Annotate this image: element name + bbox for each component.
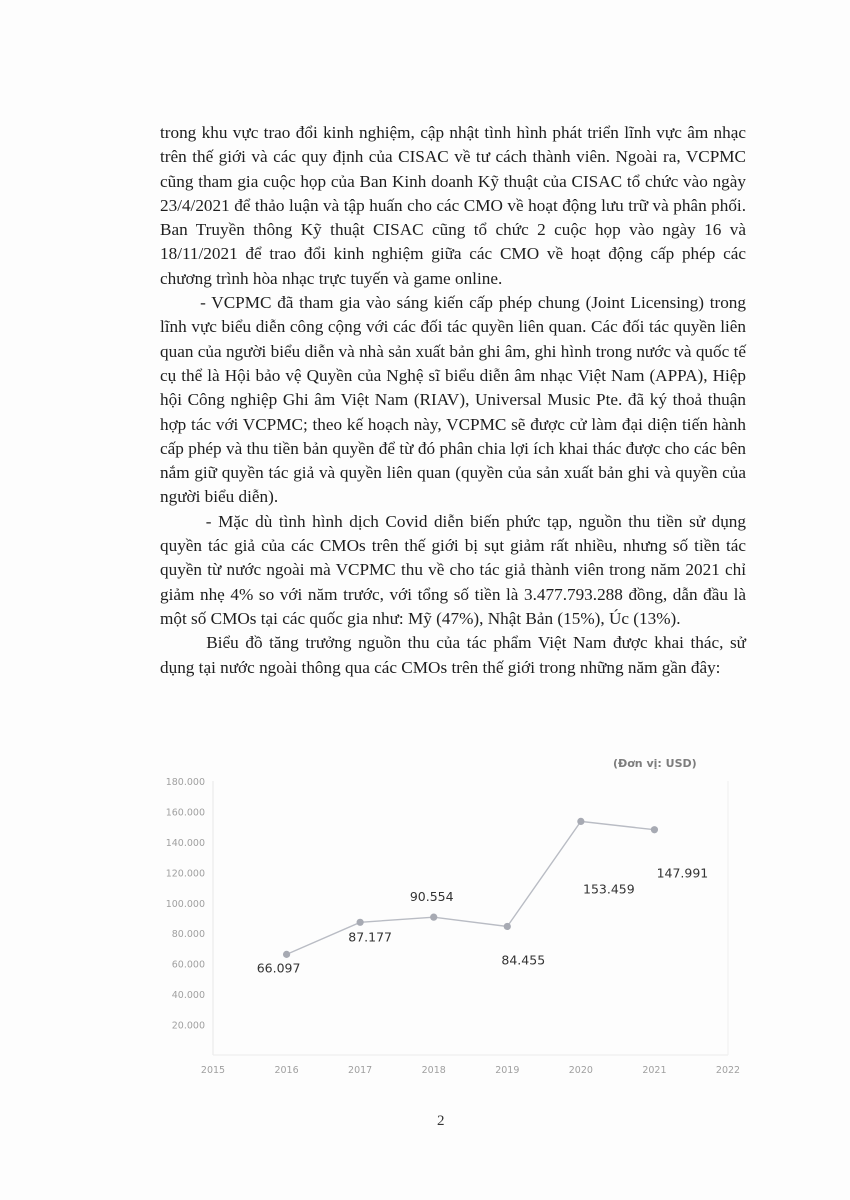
text-line: 18/11/2021 để trao đổi kinh nghiệm giữa các CMO về hoạt động cấp phép các [160, 244, 746, 264]
text-line: quyền tác giả của các CMOs trên thế giới bị sụt giảm rất nhiều, nhưng số tiền tác [160, 536, 746, 556]
text-line: 23/4/2021 để thảo luận và tập huấn cho các CMO về hoạt động lưu trữ và phân phối. [160, 195, 746, 215]
data-label: 66.097 [256, 960, 301, 976]
x-tick-label: 2019 [495, 1065, 520, 1075]
page-number: 2 [437, 1113, 445, 1129]
paragraph-cisac-meetings [160, 121, 746, 291]
data-point-marker [577, 818, 584, 825]
y-tick-label: 100.000 [165, 898, 205, 910]
text-line: trong khu vực trao đổi kinh nghiệm, cập nhật tình hình phát triển lĩnh vực âm nhạc [160, 123, 746, 142]
chart-unit-label: (Đơn vị: USD) [613, 757, 697, 770]
text-line: quan của người biểu diễn và nhà sản xuất bản ghi âm, ghi hình trong nước và quốc tế [160, 341, 746, 361]
text-line: một số CMOs tại các quốc gia như: Mỹ (47%), Nhật Bản (15%), Úc (13%). [160, 608, 681, 628]
x-tick-label: 2015 [200, 1065, 226, 1075]
y-tick-label: 140.000 [165, 837, 205, 849]
x-tick-label: 2016 [274, 1065, 299, 1075]
data-point-marker [283, 951, 290, 958]
data-point-marker [651, 826, 658, 833]
text-line: Ban Truyền thông Kỹ thuật CISAC cũng tổ chức 2 cuộc họp vào ngày 16 và [160, 220, 746, 240]
y-tick-label: 80.000 [171, 929, 205, 941]
data-label: 84.455 [501, 952, 546, 968]
x-tick-label: 2018 [421, 1065, 446, 1075]
data-label: 153.459 [583, 881, 635, 897]
revenue-line-chart [150, 745, 750, 1075]
text-line: giảm nhẹ 4% so với năm trước, với tổng số tiền là 3.477.793.288 đồng, dẫn đầu là [160, 584, 746, 604]
y-tick-label: 60.000 [171, 959, 205, 971]
text-line: Biểu đồ tăng trưởng nguồn thu của tác phẩm Việt Nam được khai thác, sử [160, 633, 746, 653]
x-tick-label: 2022 [715, 1065, 741, 1075]
y-tick-label: 40.000 [171, 990, 205, 1002]
y-tick-label: 180.000 [165, 777, 205, 788]
text-line: lĩnh vực biểu diễn công cộng với các đối tác quyền liên quan. Các đối tác quyền liên [160, 317, 746, 337]
text-line: chương trình hòa nhạc trực tuyến và game online. [160, 268, 503, 288]
text-line: - Mặc dù tình hình dịch Covid diễn biến phức tạp, nguồn thu tiền sử dụng [160, 511, 746, 531]
x-tick-label: 2020 [568, 1065, 593, 1075]
y-tick-label: 120.000 [165, 868, 205, 880]
x-tick-label: 2021 [642, 1065, 667, 1075]
text-line: nắm giữ quyền tác giả và quyền liên quan (quyền của sản xuất bản ghi và quyền của [160, 463, 746, 483]
data-point-marker [357, 919, 364, 926]
text-line: - VCPMC đã tham gia vào sáng kiến cấp phép chung (Joint Licensing) trong [160, 293, 746, 313]
data-point-marker [504, 923, 511, 930]
paragraph-joint-licensing [160, 291, 746, 510]
data-label: 147.991 [656, 865, 709, 881]
body-text [160, 121, 746, 680]
text-line: hợp tác với VCPMC; theo kế hoạch này, VCPMC sẽ được cử làm đại diện tiến hành [160, 414, 746, 434]
text-line: người biểu diễn). [160, 487, 279, 507]
paragraph-covid-revenue [160, 510, 746, 631]
x-tick-label: 2017 [348, 1065, 373, 1075]
paragraph-chart-intro [160, 631, 746, 680]
text-line: dụng tại nước ngoài thông qua các CMOs trên thế giới trong những năm gần đây: [160, 657, 721, 677]
y-tick-label: 20.000 [171, 1020, 205, 1032]
text-line: cấp phép và thu tiền bản quyền để từ đó phân chia lợi ích khai thác được cho các bên [160, 438, 746, 458]
text-line: hội Công nghiệp Ghi âm Việt Nam (RIAV), Universal Music Pte. đã ký thoả thuận [160, 390, 746, 410]
data-label: 90.554 [409, 889, 454, 905]
y-tick-label: 160.000 [165, 807, 205, 819]
text-line: quyền từ nước ngoài mà VCPMC thu về cho tác giả thành viên trong năm 2021 chỉ [160, 560, 746, 580]
chart-canvas [150, 745, 750, 1075]
text-line: trên thế giới và các quy định của CISAC về tư cách thành viên. Ngoài ra, VCPMC [160, 147, 746, 167]
text-line: cụ thể là Hội bảo vệ Quyền của Nghệ sĩ biểu diễn âm nhạc Việt Nam (APPA), Hiệp [160, 365, 746, 385]
data-label: 87.177 [348, 929, 393, 945]
data-point-marker [430, 914, 437, 921]
text-line: cũng tham gia cuộc họp của Ban Kinh doanh Kỹ thuật của CISAC tổ chức vào ngày [160, 171, 746, 191]
